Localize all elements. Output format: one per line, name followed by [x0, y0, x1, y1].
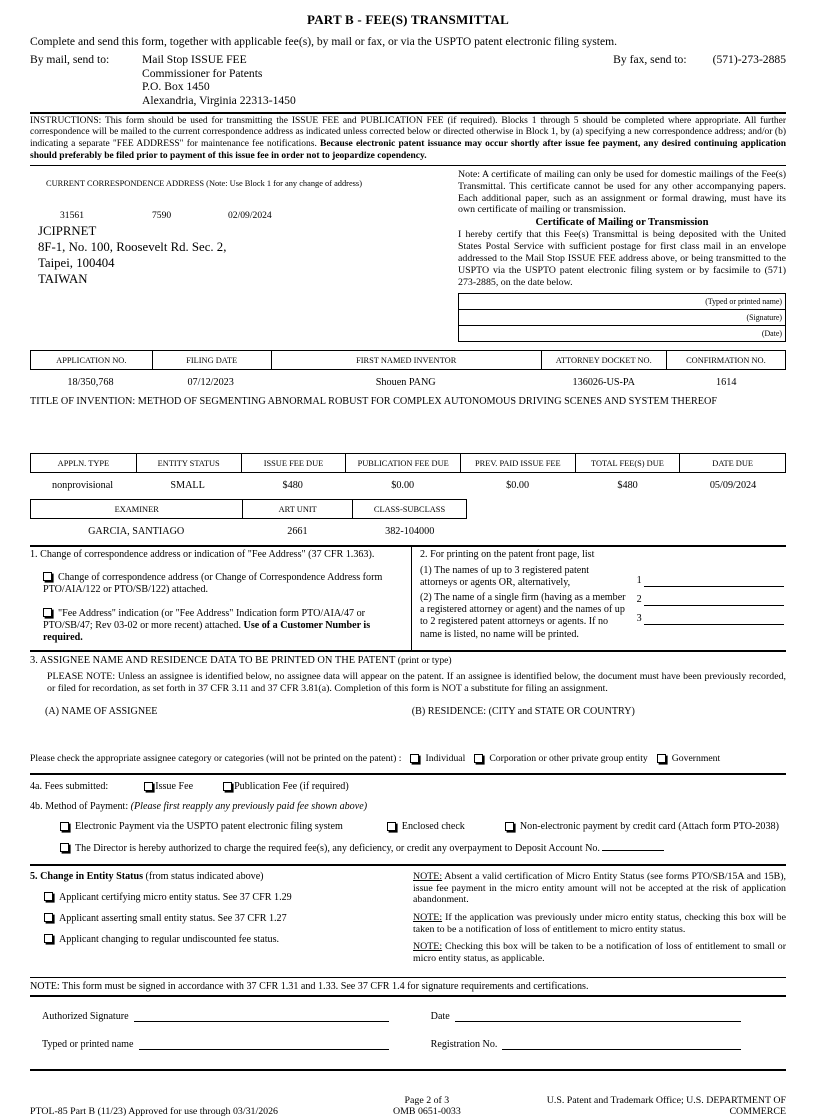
option-label: The Director is hereby authorized to charge the required fee(s), any deficiency, or credit any overpayment to Deposit Account No. — [75, 842, 603, 854]
assignee-labels-row — [30, 706, 786, 717]
correspondence-address-block — [30, 223, 458, 287]
note-text: If the application was previously under micro entity status, checking this box will be taken to be a notification of loss of entitlement to micro entity status. — [413, 911, 786, 935]
entity-note — [413, 912, 786, 936]
authorized-signature-group — [30, 1011, 431, 1022]
method-of-payment-label: 4b. Method of Payment: — [30, 800, 131, 812]
checkbox-icon[interactable] — [410, 754, 419, 763]
mailroom-code: 7590 — [152, 209, 172, 221]
checkbox-icon[interactable] — [44, 913, 53, 922]
method-of-payment-note: (Please first reapply any previously paid fee shown above) — [130, 800, 368, 812]
fees-submitted-row — [30, 781, 786, 792]
block-4-fees-and-payment — [30, 773, 786, 864]
confirmation-number: 1614 — [716, 376, 737, 388]
category-label: Corporation or other private group entity — [489, 752, 648, 764]
block-2-item: (2) The name of a single firm (having as a member a registered attorney or agent) and the names of up to 2 registered patent attorneys or agents. If no name is listed, no name will be printed. — [420, 591, 626, 640]
date-field[interactable]: (Date) — [459, 325, 785, 341]
option-label: Electronic Payment via the USPTO patent electronic filing system — [75, 820, 343, 832]
application-number: 18/350,768 — [67, 376, 114, 388]
block-2-item: (1) The names of up to 3 registered patent attorneys or agents OR, alternatively, — [420, 564, 590, 589]
first-named-inventor: Shouen PANG — [375, 376, 436, 388]
change-of-correspondence-option — [43, 572, 403, 597]
block-3-assignee-data — [30, 650, 786, 773]
fee-table-header — [30, 453, 786, 473]
line-number: 2 — [636, 593, 642, 605]
checkbox-icon[interactable] — [505, 822, 514, 831]
date-label: Date — [430, 1010, 450, 1022]
payment-options-row — [30, 821, 786, 832]
fee-table-values — [30, 473, 786, 491]
block-5-notes — [413, 871, 786, 971]
column-header: DATE DUE — [679, 454, 785, 472]
column-header: CLASS-SUBCLASS — [352, 500, 466, 518]
correspondence-section — [30, 166, 786, 342]
column-header: FIRST NAMED INVENTOR — [271, 351, 541, 369]
option-label: "Fee Address" indication (or "Fee Address" Indication form PTO/AIA/47 or PTO/SB/47; Rev 03-02 or more recent) attached. — [43, 607, 366, 631]
prev-paid-issue-fee: $0.00 — [506, 479, 530, 491]
attorney-name-input-line[interactable] — [644, 576, 784, 587]
customer-number: 31561 — [60, 209, 84, 221]
blank-space — [30, 407, 786, 453]
typed-name-group — [30, 1039, 431, 1050]
correspondence-address-line: TAIWAN — [38, 272, 88, 287]
category-label: Individual — [425, 752, 466, 764]
signature-field[interactable]: (Signature) — [459, 309, 785, 325]
typed-name-field[interactable]: (Typed or printed name) — [705, 296, 782, 306]
column-header: APPLN. TYPE — [57, 458, 110, 468]
column-header: ISSUE FEE DUE — [241, 454, 346, 472]
intro-text: Complete and send this form, together with applicable fee(s), by mail or fax, or via the USPTO patent electronic filing system. — [30, 35, 618, 48]
checkbox-icon[interactable] — [43, 608, 52, 617]
block-2-front-page-printing — [411, 547, 786, 650]
attorney-docket-number: 136026-US-PA — [572, 376, 635, 388]
date-group — [431, 1011, 786, 1022]
block-3-heading-main: 3. ASSIGNEE NAME AND RESIDENCE DATA TO BE PRINTED ON THE PATENT — [30, 654, 398, 666]
signature-requirements-note: NOTE: This form must be signed in accordance with 37 CFR 1.31 and 1.33. See 37 CFR 1.4 for signature requirements and certifications. — [30, 977, 786, 997]
block-3-please-note: PLEASE NOTE: Unless an assignee is identified below, no assignee data will appear on the patent. If an assignee is identified below, the document must have been previously recorded, or filed for recordation, as set forth in 37 CFR 3.11 and 37 CFR 3.81(a). Completion of this form is NOT a substitute for filing an assignment. — [47, 670, 786, 694]
option-label: Applicant asserting small entity status. See 37 CFR 1.27 — [59, 912, 287, 924]
application-table-header — [30, 350, 786, 370]
signature-row-2 — [30, 1039, 786, 1050]
authorized-signature-label: Authorized Signature — [42, 1010, 129, 1022]
block-5-entity-status — [30, 864, 786, 978]
agency-text: U.S. Patent and Trademark Office; U.S. DEPARTMENT OF COMMERCE — [546, 1094, 786, 1117]
instructions-paragraph — [30, 112, 786, 166]
block-1-correspondence-change — [30, 547, 411, 650]
column-header: TOTAL FEE(S) DUE — [575, 454, 680, 472]
signature-section — [30, 997, 786, 1071]
enclosed-check-option — [387, 821, 465, 832]
checkbox-icon[interactable] — [474, 754, 483, 763]
column-header: APPLICATION NO. — [56, 355, 127, 365]
typed-name-input-line[interactable] — [139, 1039, 389, 1050]
registration-group — [431, 1039, 786, 1050]
correspondence-address-line: Taipei, 100404 — [38, 255, 115, 270]
assignee-name-label: (A) NAME OF ASSIGNEE — [45, 705, 158, 717]
instructions-text: INSTRUCTIONS: This form should be used for transmitting the ISSUE FEE and PUBLICATION FEE (if required). Blocks 1 through 5 should be completed where appropriate. All further correspondence will be mailed to the current correspondence address as indicated unless corrected below or directed otherwise in Block 1, by (a) specifying a new correspondence address; and/or (b) indicating a separate "FEE ADDRESS" for maintenance fee notifications. — [30, 115, 786, 150]
art-unit: 2661 — [287, 525, 308, 537]
option-label: Publication Fee (if required) — [234, 780, 349, 792]
attorney-line-1 — [637, 575, 784, 587]
class-subclass: 382-104000 — [385, 525, 435, 537]
date-due: 05/09/2024 — [709, 479, 757, 491]
note-text: Checking this box will be taken to be a notification of loss of entitlement to small or micro entity status, as applicable. — [413, 941, 786, 964]
deposit-account-option — [30, 842, 786, 854]
checkbox-icon[interactable] — [43, 572, 52, 581]
block-2-heading: 2. For printing on the patent front page, list — [420, 548, 595, 560]
mail-date: 02/09/2024 — [228, 209, 272, 221]
column-header: ART UNIT — [242, 500, 352, 518]
attorney-name-input-line[interactable] — [644, 614, 784, 625]
mail-address-line: Alexandria, Virginia 22313-1450 — [142, 94, 296, 108]
issue-fee-option — [144, 781, 193, 792]
note-label: NOTE: — [413, 941, 443, 953]
block-2-text — [420, 563, 629, 641]
omb-number: OMB 0651-0033 — [393, 1105, 461, 1117]
filing-date: 07/12/2023 — [187, 376, 234, 388]
column-header: ENTITY STATUS — [136, 454, 241, 472]
option-label-bold: Use of a Customer Number is required. — [43, 619, 371, 644]
examiner-table — [30, 499, 467, 537]
total-fees-due: $480 — [617, 479, 638, 491]
examiner-name: GARCIA, SANTIAGO — [88, 525, 185, 537]
block-5-heading — [30, 871, 403, 882]
page-footer — [30, 1095, 786, 1117]
form-version-text: PTOL-85 Part B (11/23) Approved for use through 03/31/2026 — [30, 1105, 278, 1117]
category-individual — [410, 753, 465, 764]
column-header: EXAMINER — [114, 504, 159, 514]
option-label: Enclosed check — [401, 820, 465, 832]
attorney-name-lines — [629, 563, 786, 641]
certificate-body: I hereby certify that this Fee(s) Transmittal is being deposited with the United States Postal Service with sufficient postage for first class mail in an envelope addressed to the Mail Stop ISSUE FEE address above, or being transmitted to the USPTO via the USPTO patent electronic filing system or by facsimile to (571) 273-2885, on the date below. — [458, 229, 786, 288]
fee-address-option — [43, 608, 403, 645]
authorized-signature-input-line[interactable] — [134, 1011, 389, 1022]
deposit-account-input-line[interactable] — [602, 842, 664, 851]
line-number: 3 — [636, 612, 642, 624]
publication-fee-option — [223, 781, 349, 792]
note-label: NOTE: — [413, 911, 443, 923]
assignee-category-row — [30, 753, 786, 764]
option-label: Issue Fee — [155, 780, 194, 792]
mail-address-line: Mail Stop ISSUE FEE — [142, 53, 247, 66]
registration-number-input-line[interactable] — [502, 1039, 741, 1050]
title-of-invention: TITLE OF INVENTION: METHOD OF SEGMENTING ABNORMAL ROBUST FOR COMPLEX AUTONOMOUS DRIVING SCENES AND SYSTEM THEREOF — [30, 395, 718, 407]
mail-address-line: Commissioner for Patents — [142, 66, 263, 80]
form-title: PART B - FEE(S) TRANSMITTAL — [307, 12, 509, 27]
block-1-heading: 1. Change of correspondence address or indication of "Fee Address" (37 CFR 1.363). — [30, 548, 375, 560]
checkbox-icon[interactable] — [223, 782, 232, 791]
checkbox-icon[interactable] — [657, 754, 666, 763]
correspondence-address-line: JCIPRNET — [38, 223, 97, 238]
blocks-1-and-2 — [30, 545, 786, 650]
category-prompt: Please check the appropriate assignee category or categories (will not be printed on the patent) : — [30, 752, 402, 764]
category-corporation — [474, 753, 647, 764]
entity-note — [413, 941, 786, 965]
mail-address-block — [142, 53, 296, 108]
block-5-heading-normal: (from status indicated above) — [145, 870, 264, 882]
option-label: Applicant certifying micro entity status. See 37 CFR 1.29 — [59, 891, 292, 903]
fax-group — [613, 53, 786, 108]
checkbox-icon[interactable] — [44, 934, 53, 943]
undiscounted-fee-option — [44, 934, 403, 945]
date-input-line[interactable] — [455, 1011, 741, 1022]
mail-fax-row — [30, 53, 786, 108]
column-header: FILING DATE — [152, 351, 271, 369]
fax-number: (571)-273-2885 — [712, 53, 786, 66]
registration-number-label: Registration No. — [430, 1038, 498, 1050]
certificate-fields-box — [458, 293, 786, 342]
attorney-line-2 — [637, 594, 784, 606]
page-number: Page 2 of 3 — [404, 1094, 450, 1106]
credit-card-option — [505, 821, 779, 832]
block-3-heading-suffix: (print or type) — [397, 654, 452, 666]
examiner-table-header — [30, 499, 467, 519]
small-entity-option — [44, 913, 403, 924]
correspondence-address-line: 8F-1, No. 100, Roosevelt Rd. Sec. 2, — [38, 239, 227, 254]
examiner-table-values — [30, 519, 467, 537]
by-mail-label: By mail, send to: — [30, 53, 110, 66]
current-correspondence-address — [30, 166, 458, 342]
option-label: Change of correspondence address (or Change of Correspondence Address form PTO/AIA/122 or PTO/SB/122) attached. — [43, 571, 383, 596]
mail-address-line: P.O. Box 1450 — [142, 80, 210, 94]
checkbox-icon[interactable] — [60, 843, 69, 852]
line-number: 1 — [636, 574, 642, 586]
publication-fee-due: $0.00 — [391, 479, 415, 491]
issue-fee-due: $480 — [282, 479, 303, 491]
application-type: nonprovisional — [51, 479, 114, 491]
application-table-values — [30, 370, 786, 388]
checkbox-icon[interactable] — [387, 822, 396, 831]
entity-status: SMALL — [170, 479, 205, 491]
note-text: Absent a valid certification of Micro Entity Status (see forms PTO/SB/15A and 15B), issue fee payment in the micro entity amount will not be accepted at the risk of application abandonment. — [413, 870, 786, 906]
category-government — [657, 753, 720, 764]
block-5-options — [30, 871, 413, 971]
certificate-title: Certificate of Mailing or Transmission — [535, 217, 709, 229]
micro-entity-option — [44, 892, 403, 903]
option-label: Non-electronic payment by credit card (Attach form PTO-2038) — [519, 820, 779, 832]
checkbox-icon[interactable] — [144, 782, 153, 791]
electronic-payment-option — [60, 821, 343, 832]
typed-name-label: Typed or printed name — [42, 1038, 134, 1050]
page-info — [363, 1095, 492, 1117]
by-fax-label: By fax, send to: — [613, 53, 687, 66]
attorney-name-input-line[interactable] — [644, 595, 784, 606]
certificate-of-mailing-section — [458, 166, 786, 342]
checkbox-icon[interactable] — [44, 892, 53, 901]
column-header: ATTORNEY DOCKET NO. — [541, 351, 666, 369]
checkbox-icon[interactable] — [60, 822, 69, 831]
fees-submitted-label: 4a. Fees submitted: — [30, 780, 109, 792]
method-of-payment-row — [30, 801, 786, 812]
block-5-heading-bold: 5. Change in Entity Status — [30, 870, 146, 882]
assignee-residence-label: (B) RESIDENCE: (CITY and STATE OR COUNTRY) — [411, 705, 635, 717]
note-label: NOTE: — [413, 870, 443, 882]
category-label: Government — [671, 752, 721, 764]
correspondence-numbers-row — [30, 210, 458, 221]
column-header: PREV. PAID ISSUE FEE — [460, 454, 575, 472]
option-label: Applicant changing to regular undiscounted fee status. — [59, 933, 280, 945]
correspondence-address-label: CURRENT CORRESPONDENCE ADDRESS (Note: Use Block 1 for any change of address) — [46, 178, 362, 188]
certificate-note: Note: A certificate of mailing can only be used for domestic mailings of the Fee(s) Transmittal. This certificate cannot be used for any other accompanying papers. Each additional paper, such as an assignment or formal drawing, must have its own certificate of mailing or transmission. — [458, 168, 786, 216]
block-2-content — [420, 563, 786, 641]
block-3-heading — [30, 655, 786, 666]
attorney-line-3 — [637, 613, 784, 625]
signature-row-1 — [30, 1011, 786, 1022]
column-header: CONFIRMATION NO. — [666, 351, 785, 369]
column-header: PUBLICATION FEE DUE — [345, 454, 460, 472]
entity-note — [413, 871, 786, 907]
instructions-bold-text: Because electronic patent issuance may occur shortly after issue fee payment, any desired continuing application should preferably be filed prior to payment of this issue fee in order not to jeopardize copendency. — [30, 139, 786, 161]
